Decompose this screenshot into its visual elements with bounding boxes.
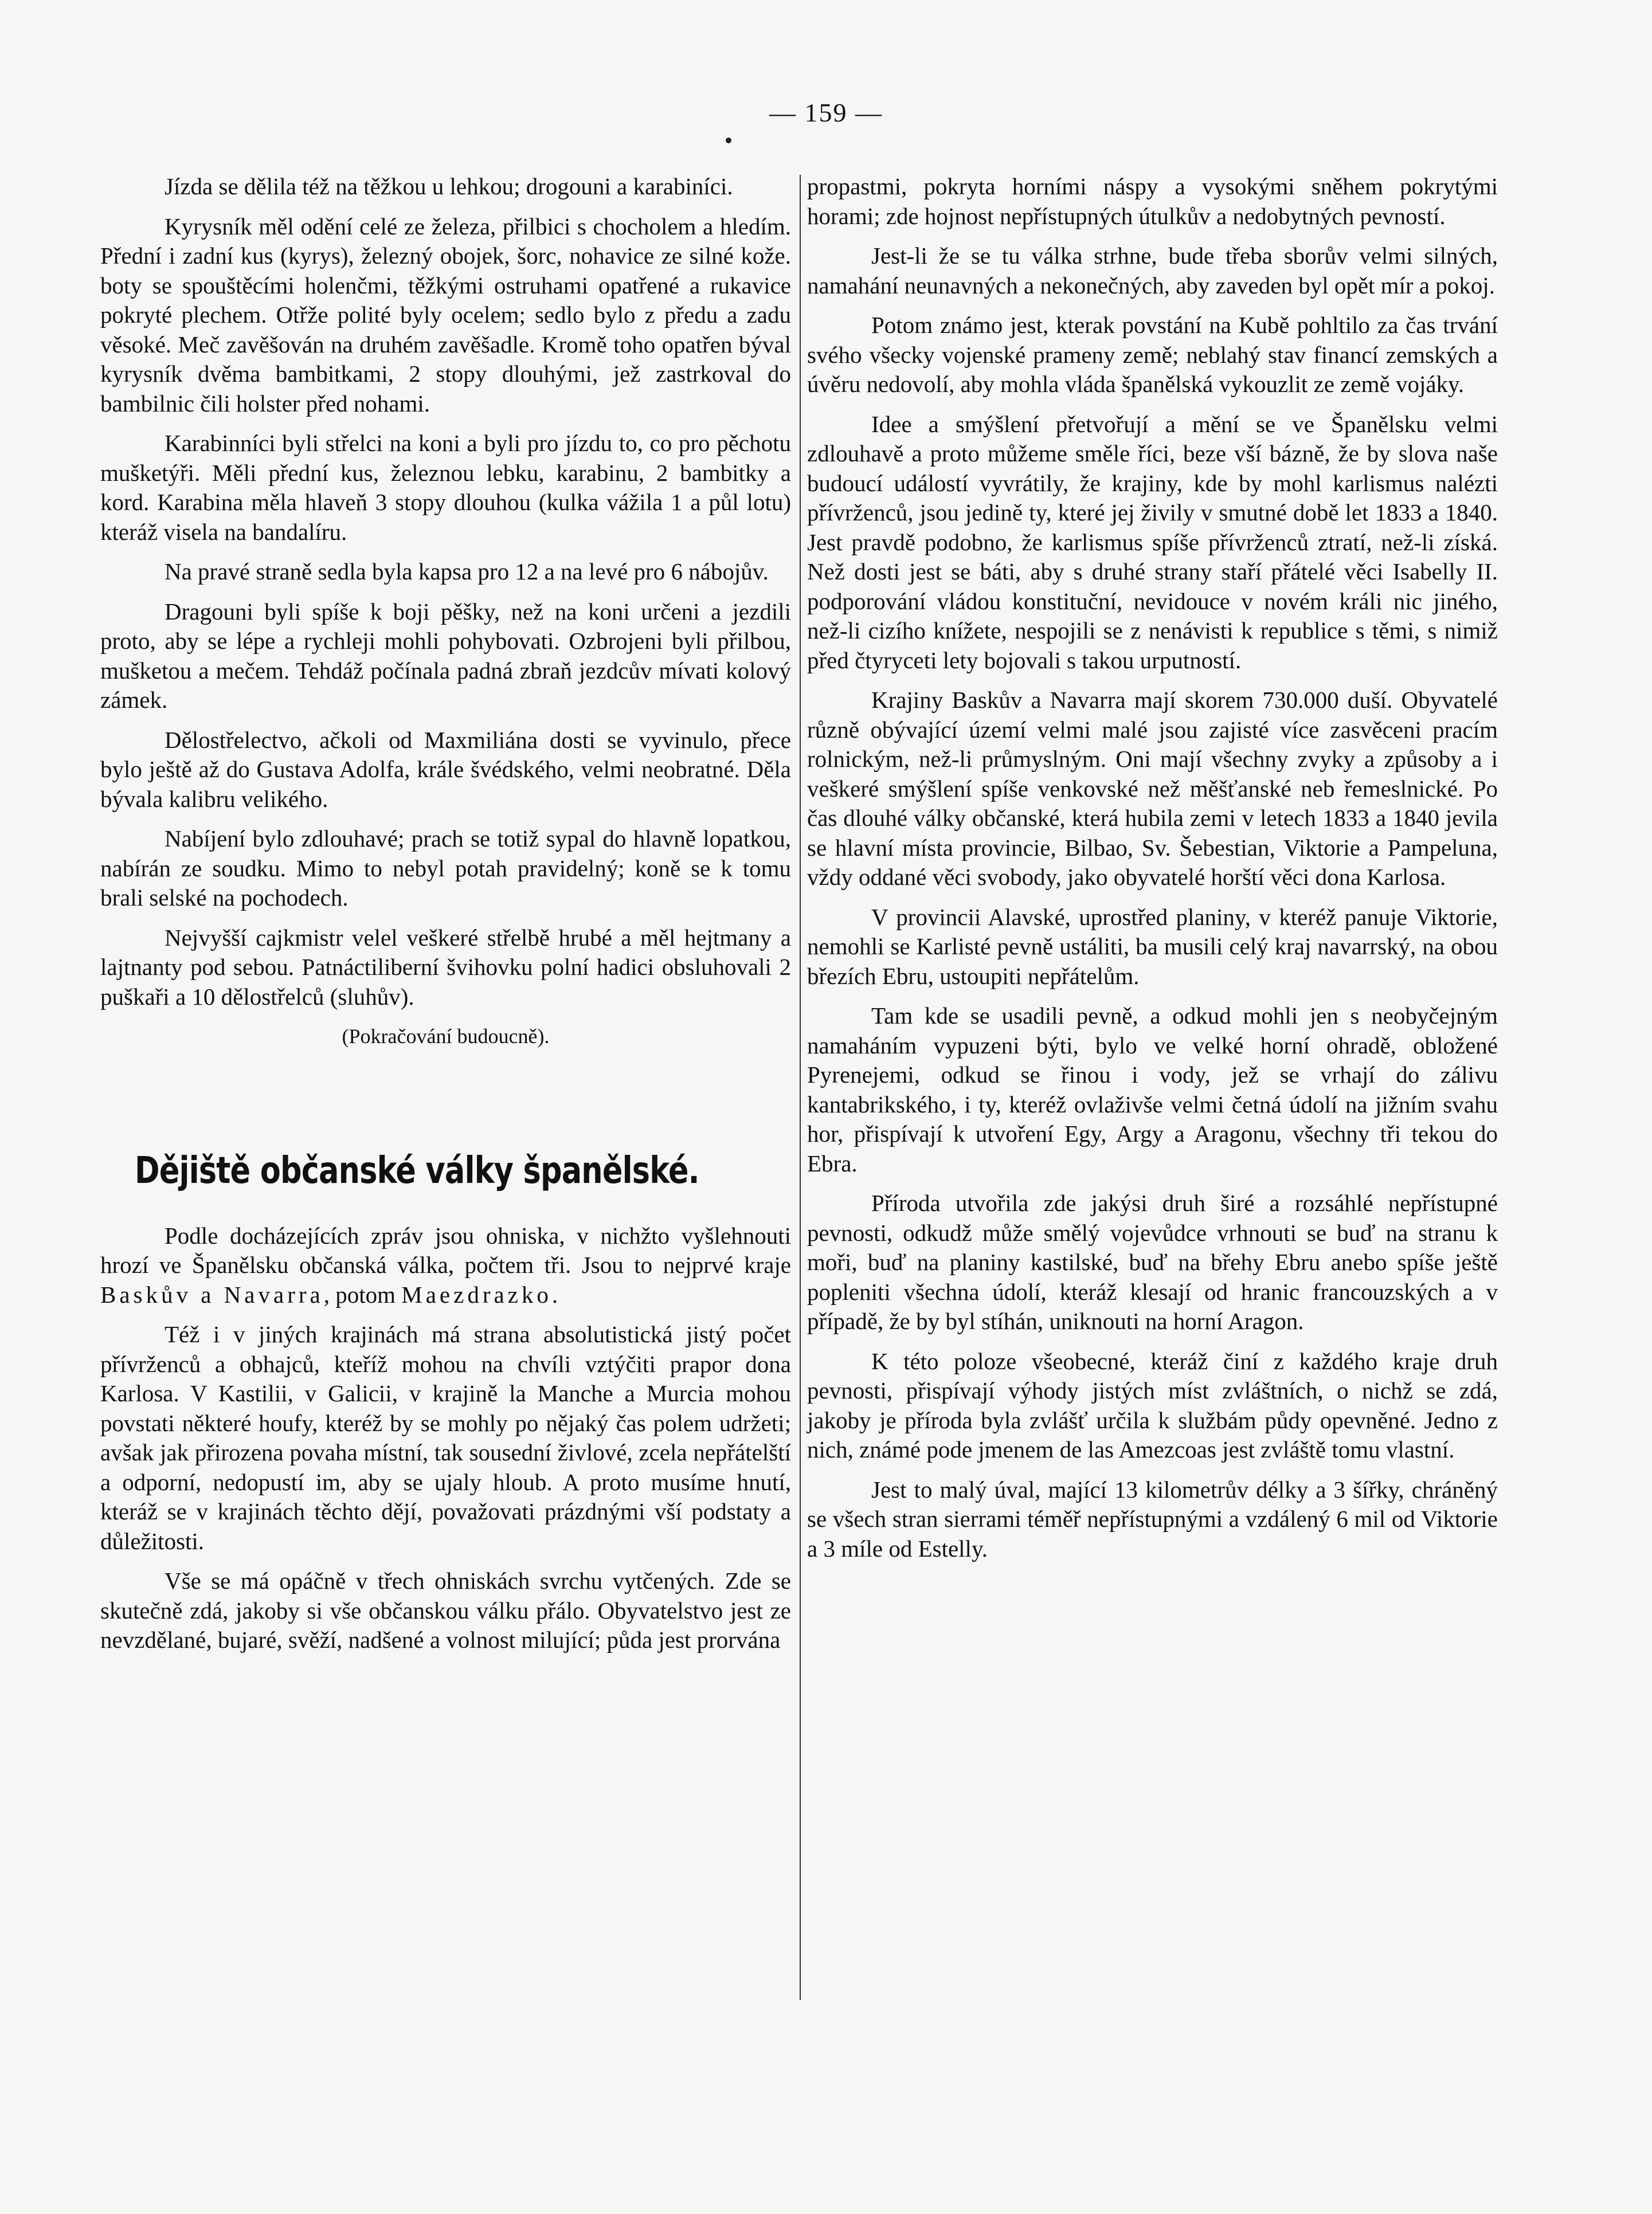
paragraph: K této poloze všeobecné, kteráž činí z každého kraje druh pevnosti, přispívají výhody jistých míst zvláštních, o nichž se zdá, jakoby je příroda byla zvlášť určila k službám půdy opevněné. Jedno z nich, známé pode jmenem de las Amezcoas jest zvláště tomu vlastní. [807, 1347, 1498, 1463]
paragraph: Potom známo jest, kterak povstání na Kubě pohltilo za čas trvání svého všecky vojenské prameny země; neblahý stav financí zemských a úvěru nedovolí, aby mohla vláda španělská vykouzlit ze země vojáky. [807, 312, 1498, 397]
ornament-dot [726, 138, 731, 143]
paragraph: Příroda utvořila zde jakýsi druh širé a rozsáhlé nepřístupné pevnosti, odkudž může smělý vojevůdce vrhnouti se buď na stranu k moři, buď na planiny kastilské, buď na břehy Ebru anebo spíše ještě popleniti všechna údolí, kteráž klesají od hranic francouzských a v případě, že by byl stíhán, uniknouti na horní Aragon. [807, 1190, 1498, 1334]
paragraph: Tam kde se usadili pevně, a odkud mohli jen s neobyčejným namaháním vypuzeni býti, bylo ve velké horní ohradě, obložené Pyrenejemi, odkud se řinou i vody, jež se vrhají do zálivu kantabrikského, i ty, kteréž ovlaživše velmi četná údolí na jižním svahu hor, přispívají k utvoření Egy, Argy a Aragonu, všechny tři tekou do Ebra. [807, 1002, 1498, 1177]
paragraph: Jízda se dělila též na těžkou u lehkou; drogouni a karabiníci. [165, 173, 733, 199]
article-paragraph: Též i v jiných krajinách má strana absolutistická jistý počet přívrženců a obhajců, kteříž mohou na chvíli vztýčiti prapor dona Karlosa. V Kastilii, v Galicii, v krajině la Manche a Murcia mohou povstati některé houfy, kteréž by se mohly po nějaký čas polem udržeti; avšak jak přirozena povaha místní, tak sousední živlové, zcela nepřátelští a odporní, nedopustí im, aby se ujaly hloub. A proto musíme hnutí, kteráž se v krajinách těchto dějí, považovati prázdnými vší podstaty a důležitosti. [100, 1321, 791, 1554]
paragraph: Jest to malý úval, mající 13 kilometrův délky a 3 šířky, chráněný se všech stran sierrami téměř nepřístupnými a vzdálený 6 mil od Viktorie a 3 míle od Estelly. [807, 1476, 1498, 1562]
paragraph: Nejvyšší cajkmistr velel veškeré střelbě hrubé a měl hejtmany a lajtnanty pod sebou. Patnáctiliberní švihovku polní hadici obsluhovali 2 puškaři a 10 dělostřelců (sluhův). [100, 924, 791, 1010]
paragraph: Nabíjení bylo zdlouhavé; prach se totiž sypal do hlavně lopatkou, nabírán ze soudku. Mimo to nebyl potah pravidelný; koně se k tomu brali selské na pochodech. [100, 825, 791, 911]
paragraph: propastmi, pokryta horními náspy a vysokými sněhem pokrytými horami; zde hojnost nepřístupných útulkův a nedobytných pevností. [807, 173, 1498, 229]
paragraph: Dragouni byli spíše k boji pěšky, než na koni určeni a jezdili proto, aby se lépe a rychleji mohli pohybovati. Ozbrojeni byli přilbou, mušketou a mečem. Tehdáž počínala padná zbraň jezdcův mívati kolový zámek. [100, 598, 791, 713]
paragraph: Na pravé straně sedla byla kapsa pro 12 a na levé pro 6 nábojův. [165, 558, 769, 585]
text: Podle docházejících zpráv jsou ohniska, v nichžto vyšlehnouti hrozí ve Španělsku občanská válka, počtem tři. Jsou to nejprvé kraje [100, 1222, 791, 1278]
paragraph: Kyrysník měl odění celé ze železa, přilbici s chocholem a hledím. Přední i zadní kus (kyrys), železný obojek, šorc, nohavice ze silné kože. boty se spouštěcími holenčmi, těžkými ostruhami opatřené a rukavice pokryté plechem. Otřže polité byly ocelem; sedlo bylo z předu a zadu věsoké. Meč zavěšován na druhém zavěšadle. Kromě toho opatřen býval kyrysník dvěma bambitkami, 2 stopy dlouhými, jež zastrkoval do bambilnic čili holster před nohami. [100, 213, 791, 417]
paragraph: Idee a smýšlení přetvořují a mění se ve Španělsku velmi zdlouhavě a proto můžeme směle říci, beze vší bázně, že by slova naše budoucí událostí vyvrátily, že krajiny, kde by mohl karlismus nalézti přívrženců, jsou jedině ty, které jej živily v smutné době let 1833 a 1840. Jest pravdě podobno, že karlismus spíše přívrženců ztratí, než-li získá. Než dosti jest se báti, aby s druhé strany staří přátelé věci Isabelly II. podporování vládou konstituční, nevidouce v novém králi nic jiného, než-li cizího knížete, nespojili se z nenávisti k republice s těmi, s nimiž před čtyryceti lety bojovali s takou urputností. [807, 410, 1498, 673]
paragraph: Krajiny Baskův a Navarra mají skorem 730.000 duší. Obyvatelé různě obývající území velmi malé jsou zajisté více zasvěceni pracím rolnickým, než-li průmyslným. Oni mají všechny zvyky a způsoby a i veškeré smýšlení spíše venkovské než měšťanské neb řemeslnické. Po čas dlouhé války občanské, která hubila zemi v letech 1833 a 1840 jevila se hlavní místa provincie, Bilbao, Sv. Šebestian, Viktorie a Pampeluna, vždy oddané věci svobody, jako obyvatelé horští věci dona Karlosa. [807, 687, 1498, 890]
spaced-text: Baskův a Navarra [100, 1281, 324, 1308]
article-paragraph: Vše se má opáčně v třech ohniskách svrchu vytčených. Zde se skutečně zdá, jakoby si vše občanskou válku přálo. Obyvatelstvo jest ze nevzdělané, bujaré, svěží, nadšené a volnost milující; půda jest prorvána [100, 1568, 791, 1653]
paragraph: Jest-li že se tu válka strhne, bude třeba sborův velmi silných, namahání neunavných a nekonečných, aby zaveden byl opět mír a pokoj. [807, 242, 1498, 299]
paragraph: Karabinníci byli střelci na koni a byli pro jízdu to, co pro pěchotu mušketýři. Měli přední kus, železnou lebku, karabinu, 2 bambitky a kord. Karabina měla hlaveň 3 stopy dlouhou (kulka vážila 1 a půl lotu) kteráž visela na bandalíru. [100, 430, 791, 545]
text: . [551, 1281, 558, 1308]
right-column [807, 172, 1498, 1574]
left-column [100, 172, 791, 1666]
text: , potom [323, 1281, 396, 1308]
paragraph: V provincii Alavské, uprostřed planiny, v kteréž panuje Viktorie, nemohli se Karlisté pevně ustáliti, ba musili celý kraj navarrský, na obou březích Ebru, ustoupiti nepřátelům. [807, 903, 1498, 989]
spaced-text: Maezdrazko [401, 1281, 552, 1308]
article-paragraph [100, 1221, 791, 1310]
page-number: — 159 — [769, 98, 883, 127]
article-title: Dějiště občanské války španělské. [135, 1149, 699, 1192]
paragraph: Dělostřelectvo, ačkoli od Maxmiliána dosti se vyvinulo, přece bylo ještě až do Gustava Adolfa, krále švédského, velmi neobratné. Děla bývala kalibru velikého. [100, 726, 791, 812]
continuation-note: (Pokračování budoucně). [342, 1025, 550, 1048]
column-divider [800, 175, 801, 2000]
